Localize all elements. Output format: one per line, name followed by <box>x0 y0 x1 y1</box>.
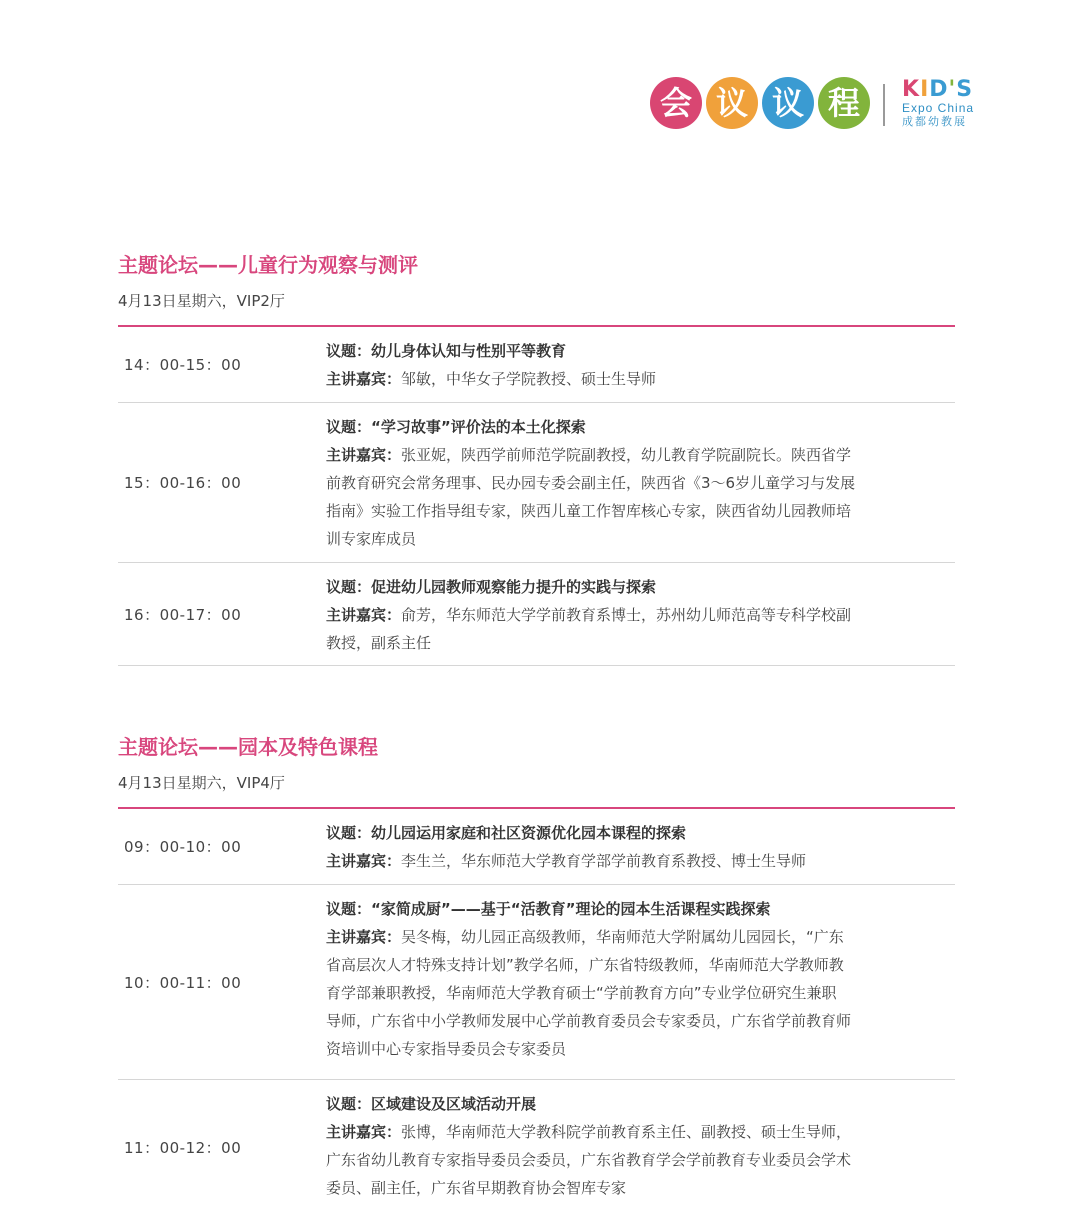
session-topic: “家简成厨”——基于“活教育”理论的园本生活课程实践探索 <box>371 900 771 918</box>
speaker-text: 广东省幼儿教育专家指导委员会委员，广东省教育学会学前教育专业委员会学术 <box>326 1151 852 1169</box>
speaker-text: 委员、副主任，广东省早期教育协会智库专家 <box>326 1179 627 1197</box>
title-char: 会 <box>650 77 702 129</box>
section-title: 主题论坛——园本及特色课程 <box>118 735 378 759</box>
session-time: 15：00-16：00 <box>124 474 242 492</box>
session-time: 11：00-12：00 <box>124 1138 242 1157</box>
logo-letter: S <box>956 77 974 102</box>
session-content <box>326 403 955 562</box>
session-content <box>326 1080 955 1214</box>
session-content <box>326 563 955 665</box>
session-time: 10：00-11：00 <box>124 973 242 992</box>
session-time: 16：00-17：00 <box>124 605 242 624</box>
speaker-text: 张亚妮，陕西学前师范学院副教授，幼儿教育学院副院长。陕西省学 <box>401 446 852 464</box>
speaker-label: 主讲嘉宾： <box>326 852 402 870</box>
speaker-label: 主讲嘉宾： <box>326 1123 402 1141</box>
session-topic: 区域建设及区域活动开展 <box>371 1095 537 1113</box>
speaker-text: 俞芳，华东师范大学学前教育系博士，苏州幼儿师范高等专科学校副 <box>401 606 852 624</box>
schedule-row <box>118 885 955 1080</box>
logo-divider <box>883 84 885 126</box>
speaker-text: 育学部兼职教授，华南师范大学教育硕士“学前教育方向”专业学位研究生兼职 <box>326 984 837 1002</box>
speaker-label: 主讲嘉宾： <box>326 606 402 624</box>
schedule-row <box>118 563 955 666</box>
section-date: 4月13日星期六，VIP4厅 <box>118 774 285 792</box>
forum-section <box>118 732 955 1214</box>
speaker-text: 邹敏，中华女子学院教授、硕士生导师 <box>401 370 657 388</box>
title-char: 程 <box>818 77 870 129</box>
session-topic: 促进幼儿园教师观察能力提升的实践与探索 <box>371 578 657 596</box>
speaker-text: 李生兰，华东师范大学教育学部学前教育系教授、博士生导师 <box>401 852 807 870</box>
session-content <box>326 809 955 884</box>
schedule-row <box>118 327 955 403</box>
logo-chinese: 成都幼教展 <box>902 115 967 128</box>
speaker-text: 指南》实验工作指导组专家，陕西儿童工作智库核心专家，陕西省幼儿园教师培 <box>326 502 852 520</box>
speaker-text: 教授，副系主任 <box>326 634 432 652</box>
topic-label: 议题： <box>326 824 372 842</box>
schedule-row <box>118 1080 955 1214</box>
topic-label: 议题： <box>326 342 372 360</box>
topic-label: 议题： <box>326 418 372 436</box>
title-char: 议 <box>706 77 758 129</box>
section-date: 4月13日星期六，VIP2厅 <box>118 292 285 310</box>
logo-kids-wordmark <box>902 79 974 101</box>
logo-letter: I <box>920 77 930 102</box>
title-char: 议 <box>762 77 814 129</box>
topic-label: 议题： <box>326 578 372 596</box>
forum-section <box>118 250 955 666</box>
kids-expo-logo <box>902 79 974 128</box>
logo-subtitle: Expo China <box>902 101 975 115</box>
session-content <box>326 327 955 402</box>
schedule-row <box>118 809 955 885</box>
speaker-label: 主讲嘉宾： <box>326 370 402 388</box>
session-topic: 幼儿身体认知与性别平等教育 <box>371 342 567 360</box>
speaker-text: 导师，广东省中小学教师发展中心学前教育委员会专家委员，广东省学前教育师 <box>326 1012 852 1030</box>
topic-label: 议题： <box>326 900 372 918</box>
speaker-text: 训专家库成员 <box>326 530 417 548</box>
section-title: 主题论坛——儿童行为观察与测评 <box>118 253 418 277</box>
session-content <box>326 885 955 1079</box>
topic-label: 议题： <box>326 1095 372 1113</box>
session-time: 14：00-15：00 <box>124 356 242 374</box>
speaker-label: 主讲嘉宾： <box>326 446 402 464</box>
session-topic: 幼儿园运用家庭和社区资源优化园本课程的探索 <box>371 824 687 842</box>
speaker-text: 省高层次人才特殊支持计划”教学名师，广东省特级教师，华南师范大学教师教 <box>326 956 844 974</box>
speaker-label: 主讲嘉宾： <box>326 928 402 946</box>
speaker-text: 吴冬梅，幼儿园正高级教师，华南师范大学附属幼儿园园长，“广东 <box>401 928 844 946</box>
logo-letter: D <box>929 77 949 102</box>
session-time: 09：00-10：00 <box>124 838 242 856</box>
session-topic: “学习故事”评价法的本土化探索 <box>371 418 586 436</box>
speaker-text: 前教育研究会常务理事、民办园专委会副主任，陕西省《3～6岁儿童学习与发展 <box>326 474 856 492</box>
logo-letter: ' <box>948 77 957 102</box>
speaker-text: 张博，华南师范大学教科院学前教育系主任、副教授、硕士生导师， <box>401 1123 852 1141</box>
speaker-text: 资培训中心专家指导委员会专家委员 <box>326 1040 567 1058</box>
logo-letter: K <box>902 77 921 102</box>
schedule-row <box>118 403 955 563</box>
